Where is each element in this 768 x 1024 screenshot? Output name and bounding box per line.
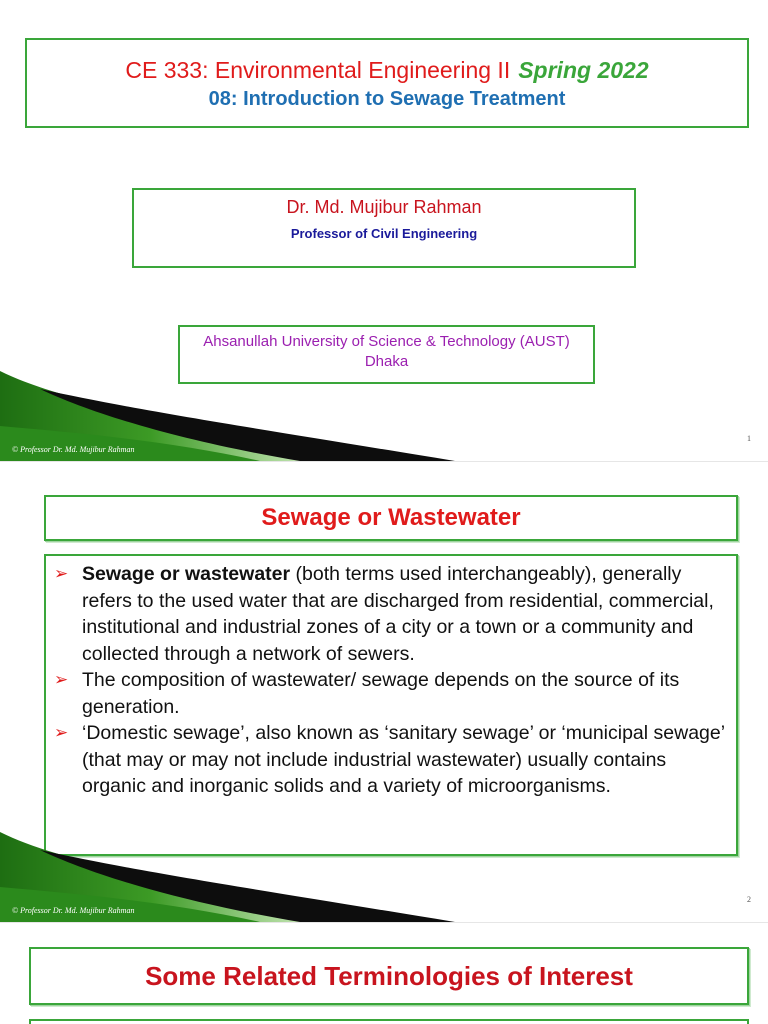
- course-title-line: [27, 57, 747, 84]
- course-title: CE 333: Environmental Engineering II: [125, 57, 511, 83]
- bullet-item: [54, 720, 728, 800]
- footer-copyright: © Professor Dr. Md. Mujibur Rahman: [12, 906, 135, 915]
- author-box: [132, 188, 636, 268]
- slide-heading-box: [29, 947, 749, 1005]
- university-name: Ahsanullah University of Science & Technology (AUST) Dhaka: [203, 333, 570, 370]
- author-role: Professor of Civil Engineering: [290, 226, 478, 241]
- page-number: 1: [747, 434, 751, 443]
- bullet-item: [54, 561, 728, 667]
- footer-copyright: © Professor Dr. Md. Mujibur Rahman: [12, 445, 135, 454]
- red-arrow-bullet-icon: ➢: [54, 670, 69, 690]
- content-box: [29, 1019, 749, 1024]
- slide-footer: [0, 832, 768, 922]
- bullet-item: [54, 667, 728, 720]
- red-arrow-bullet-icon: ➢: [54, 564, 69, 584]
- slide-3: [0, 922, 768, 1024]
- bullet-text: (both terms used interchangeably), generally refers to the used water that are discharged from residential, commercial, institutional and industrial zones of a city or a town or a community and collected through a network of sewers.: [82, 563, 714, 665]
- red-arrow-bullet-icon: ➢: [54, 723, 69, 743]
- semester: Spring 2022: [518, 57, 649, 83]
- bullet-bold-term: Sewage or wastewater: [82, 563, 291, 585]
- slide-heading-box: [44, 495, 738, 541]
- bullet-text: The composition of wastewater/ sewage depends on the source of its generation.: [82, 669, 680, 718]
- lecture-title: 08: Introduction to Sewage Treatment: [208, 88, 566, 110]
- slide-footer: [0, 371, 768, 461]
- content-box: [44, 554, 738, 856]
- slide-1: [0, 0, 768, 461]
- slide-heading: Sewage or Wastewater: [261, 504, 521, 531]
- bullet-text: ‘Domestic sewage’, also known as ‘sanitary sewage’ or ‘municipal sewage’ (that may or may not include industrial wastewater) usually contains organic and inorganic solids and a variety of microorganisms.: [82, 722, 725, 797]
- page-number: 2: [747, 895, 751, 904]
- course-title-box: [25, 38, 749, 128]
- slide-heading: Some Related Terminologies of Interest: [145, 961, 633, 991]
- slide-2: [0, 461, 768, 922]
- author-name: Dr. Md. Mujibur Rahman: [286, 197, 482, 217]
